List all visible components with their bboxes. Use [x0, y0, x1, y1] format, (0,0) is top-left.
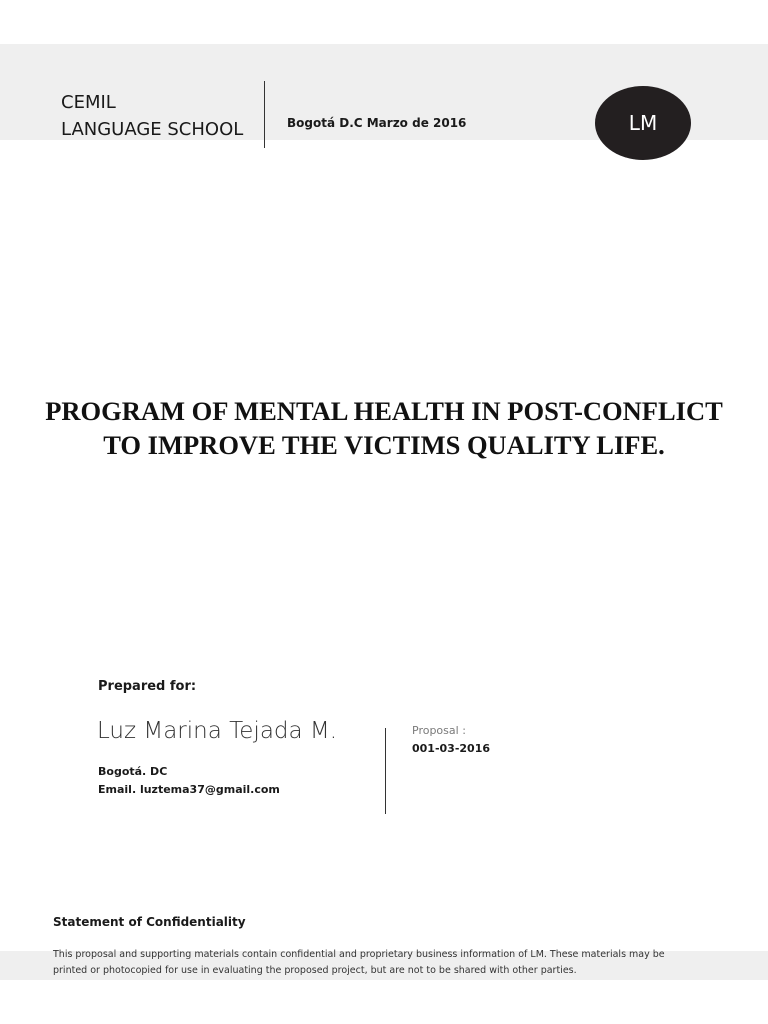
recipient-city: Bogotá. DC: [98, 765, 168, 778]
logo-badge: [595, 86, 691, 160]
logo-initials: LM: [628, 111, 658, 135]
school-name-line1: CEMIL: [61, 92, 116, 113]
recipient-divider: [385, 728, 386, 814]
school-name-line2: LANGUAGE SCHOOL: [61, 119, 244, 140]
proposal-number: 001-03-2016: [412, 742, 491, 755]
document-title-line1: PROGRAM OF MENTAL HEALTH IN POST-CONFLICT: [45, 396, 723, 426]
confidentiality-title: Statement of Confidentiality: [53, 915, 246, 929]
header-date: Bogotá D.C Marzo de 2016: [287, 116, 467, 130]
recipient-name: Luz Marina Tejada M.: [97, 718, 338, 744]
document-title: [0, 394, 768, 462]
confidentiality-text: This proposal and supporting materials contain confidential and proprietary business information of LM. These materials may be printed or photocopied for use in evaluating the proposed project, but are not to be shared with other parties.: [53, 949, 665, 976]
header-divider: [264, 81, 265, 148]
school-name: [61, 89, 243, 143]
proposal-label: Proposal :: [412, 724, 466, 737]
document-title-line2: TO IMPROVE THE VICTIMS QUALITY LIFE.: [103, 430, 665, 460]
prepared-for-label: Prepared for:: [98, 679, 197, 694]
recipient-email: Email. luztema37@gmail.com: [98, 783, 280, 796]
